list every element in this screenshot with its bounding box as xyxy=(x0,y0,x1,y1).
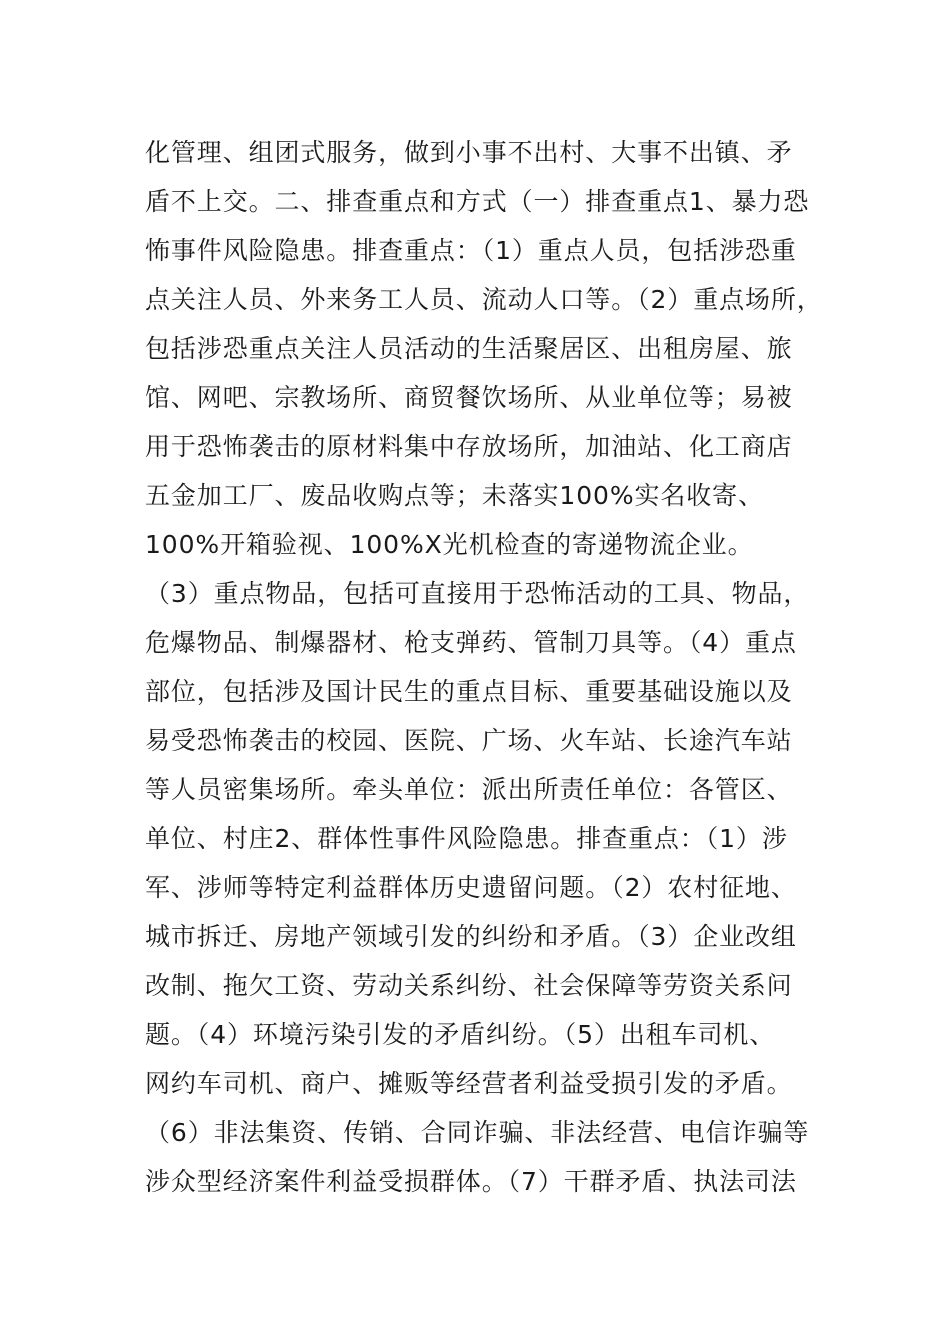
text-line: 军、涉师等特定利益群体历史遗留问题。（2）农村征地、 xyxy=(145,873,797,902)
body-text xyxy=(145,128,835,1206)
text-line: 100%开箱验视、100%X光机检查的寄递物流企业。 xyxy=(145,530,754,559)
text-line: 部位，包括涉及国计民生的重点目标、重要基础设施以及 xyxy=(145,677,793,706)
text-line: 涉众型经济案件利益受损群体。（7）干群矛盾、执法司法 xyxy=(145,1167,797,1196)
text-line: 用于恐怖袭击的原材料集中存放场所，加油站、化工商店 xyxy=(145,432,793,461)
text-line: 题。（4）环境污染引发的矛盾纠纷。（5）出租车司机、 xyxy=(145,1020,776,1049)
text-line: 网约车司机、商户、摊贩等经营者利益受损引发的矛盾。 xyxy=(145,1069,793,1098)
text-line: （3）重点物品，包括可直接用于恐怖活动的工具、物品， xyxy=(145,579,810,608)
text-line: 城市拆迁、房地产领域引发的纠纷和矛盾。（3）企业改组 xyxy=(145,922,797,951)
text-line: 改制、拖欠工资、劳动关系纠纷、社会保障等劳资关系问 xyxy=(145,971,793,1000)
text-line: 五金加工厂、废品收购点等；未落实100%实名收寄、 xyxy=(145,481,764,510)
text-line: 点关注人员、外来务工人员、流动人口等。（2）重点场所， xyxy=(145,285,823,314)
text-line: 包括涉恐重点关注人员活动的生活聚居区、出租房屋、旅 xyxy=(145,334,793,363)
text-line: 盾不上交。二、排查重点和方式（一）排查重点1、暴力恐 xyxy=(145,187,810,216)
text-line: 化管理、组团式服务，做到小事不出村、大事不出镇、矛 xyxy=(145,138,793,167)
text-line: 危爆物品、制爆器材、枪支弹药、管制刀具等。（4）重点 xyxy=(145,628,797,657)
text-line: （6）非法集资、传销、合同诈骗、非法经营、电信诈骗等 xyxy=(145,1118,810,1147)
text-line: 馆、网吧、宗教场所、商贸餐饮场所、从业单位等；易被 xyxy=(145,383,793,412)
text-line: 单位、村庄2、群体性事件风险隐患。排查重点：（1）涉 xyxy=(145,824,788,853)
text-line: 怖事件风险隐患。排查重点：（1）重点人员，包括涉恐重 xyxy=(145,236,797,265)
text-line: 等人员密集场所。牵头单位：派出所责任单位：各管区、 xyxy=(145,775,793,804)
text-line: 易受恐怖袭击的校园、医院、广场、火车站、长途汽车站 xyxy=(145,726,793,755)
